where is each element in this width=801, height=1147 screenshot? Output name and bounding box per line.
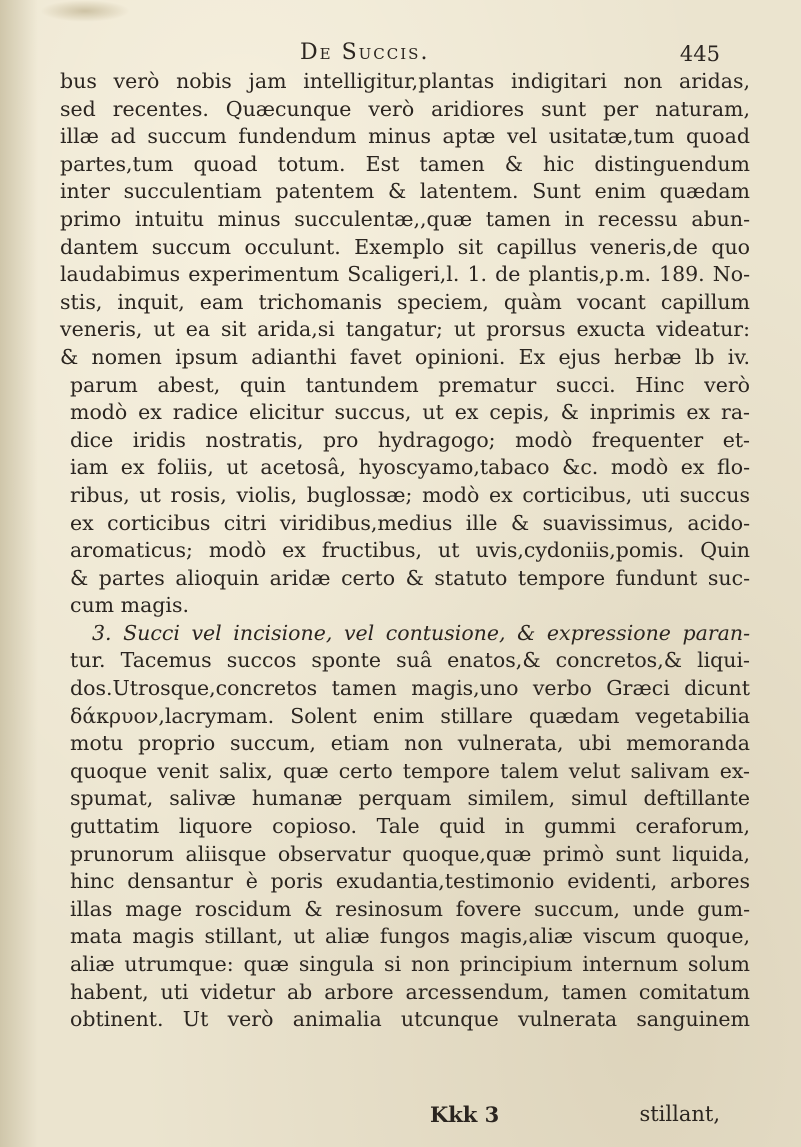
running-title: De Succis.: [300, 40, 430, 65]
text-line: laudabimus experimentum Scaligeri,l. 1. de plantis,p.m. 189. No-: [60, 262, 750, 287]
running-head: [300, 40, 720, 70]
text-line: guttatim liquore copioso. Tale quid in gummi ceraforum,: [70, 814, 750, 839]
text-line: hinc densantur è poris exudantia,testimonio evidenti, arbores: [70, 869, 750, 894]
text-line: quoque venit salix, quæ certo tempore talem velut salivam ex-: [70, 758, 750, 783]
text-line: dantem succum occulunt. Exemplo sit capillus veneris,de quo: [60, 234, 750, 259]
footer: [60, 1102, 750, 1132]
text-line: dice iridis nostratis, pro hydragogo; modò frequenter et-: [70, 427, 750, 452]
page-edge-shadow: [0, 0, 38, 1147]
text-line: modò ex radice elicitur succus, ut ex cepis, & inprimis ex ra-: [70, 400, 750, 425]
text-line: iam ex foliis, ut acetosâ, hyoscyamo,tabaco &c. modò ex flo-: [70, 455, 750, 480]
text-line: veneris, ut ea sit arida,si tangatur; ut prorsus exucta videatur:: [60, 317, 750, 342]
text-line: illæ ad succum fundendum minus aptæ vel usitatæ,tum quoad: [60, 124, 750, 149]
text-line: primo intuitu minus succulentæ,,quæ tamen in recessu abun-: [60, 206, 750, 231]
text-line: & partes alioquin aridæ certo & statuto tempore fundunt suc-: [70, 565, 750, 590]
catchword: stillant,: [639, 1102, 720, 1126]
text-line: motu proprio succum, etiam non vulnerata, ubi memoranda: [70, 731, 750, 756]
text-line: & nomen ipsum adianthi favet opinioni. Ex ejus herbæ lb iv.: [60, 344, 750, 369]
text-line: partes,tum quoad totum. Est tamen & hic distinguendum: [60, 151, 750, 176]
page-number: 445: [679, 42, 720, 66]
text-line: bus verò nobis jam intelligitur,plantas indigitari non aridas,: [60, 69, 750, 93]
text-line: habent, uti videtur ab arbore arcessendum, tamen comitatum: [70, 979, 750, 1004]
text-line: δάκρυον,lacrymam. Solent enim stillare quædam vegetabilia: [70, 703, 750, 728]
text-line: dos.Utrosque,concretos tamen magis,uno verbo Græci dicunt: [70, 676, 750, 701]
text-line: cum magis.: [70, 593, 190, 618]
paper-stain: [40, 0, 130, 22]
signature-mark: Kkk 3: [430, 1102, 500, 1127]
text-line: ex corticibus citri viridibus,medius ille & suavissimus, acido-: [70, 510, 750, 535]
text-line: prunorum aliisque observatur quoque,quæ primò sunt liquida,: [70, 841, 750, 866]
text-line: spumat, salivæ humanæ perquam similem, simul deftillante: [70, 786, 750, 811]
text-line: inter succulentiam patentem & latentem. Sunt enim quædam: [60, 179, 750, 204]
text-line: aromaticus; modò ex fructibus, ut uvis,cydoniis,pomis. Quin: [70, 538, 750, 563]
text-line: parum abest, quin tantundem prematur succi. Hinc verò: [70, 372, 750, 397]
text-line: sed recentes. Quæcunque verò aridiores sunt per naturam,: [60, 96, 750, 121]
text-line: tur. Tacemus succos sponte suâ enatos,& concretos,& liqui-: [70, 648, 750, 673]
text-line: illas mage roscidum & resinosum fovere succum, unde gum-: [70, 896, 750, 921]
text-line: ribus, ut rosis, violis, buglossæ; modò ex corticibus, uti succus: [70, 482, 750, 507]
text-line: aliæ utrumque: quæ singula si non principium internum solum: [70, 952, 750, 976]
text-line: stis, inquit, eam trichomanis speciem, quàm vocant capillum: [60, 289, 750, 314]
text-line: mata magis stillant, ut aliæ fungos magis,aliæ viscum quoque,: [70, 924, 750, 949]
text-line: obtinent. Ut verò animalia utcunque vulnerata sanguinem: [70, 1007, 750, 1032]
section-heading-line: 3. Succi vel incisione, vel contusione, & expressione paran-: [92, 620, 750, 645]
body-text: [60, 68, 750, 1034]
